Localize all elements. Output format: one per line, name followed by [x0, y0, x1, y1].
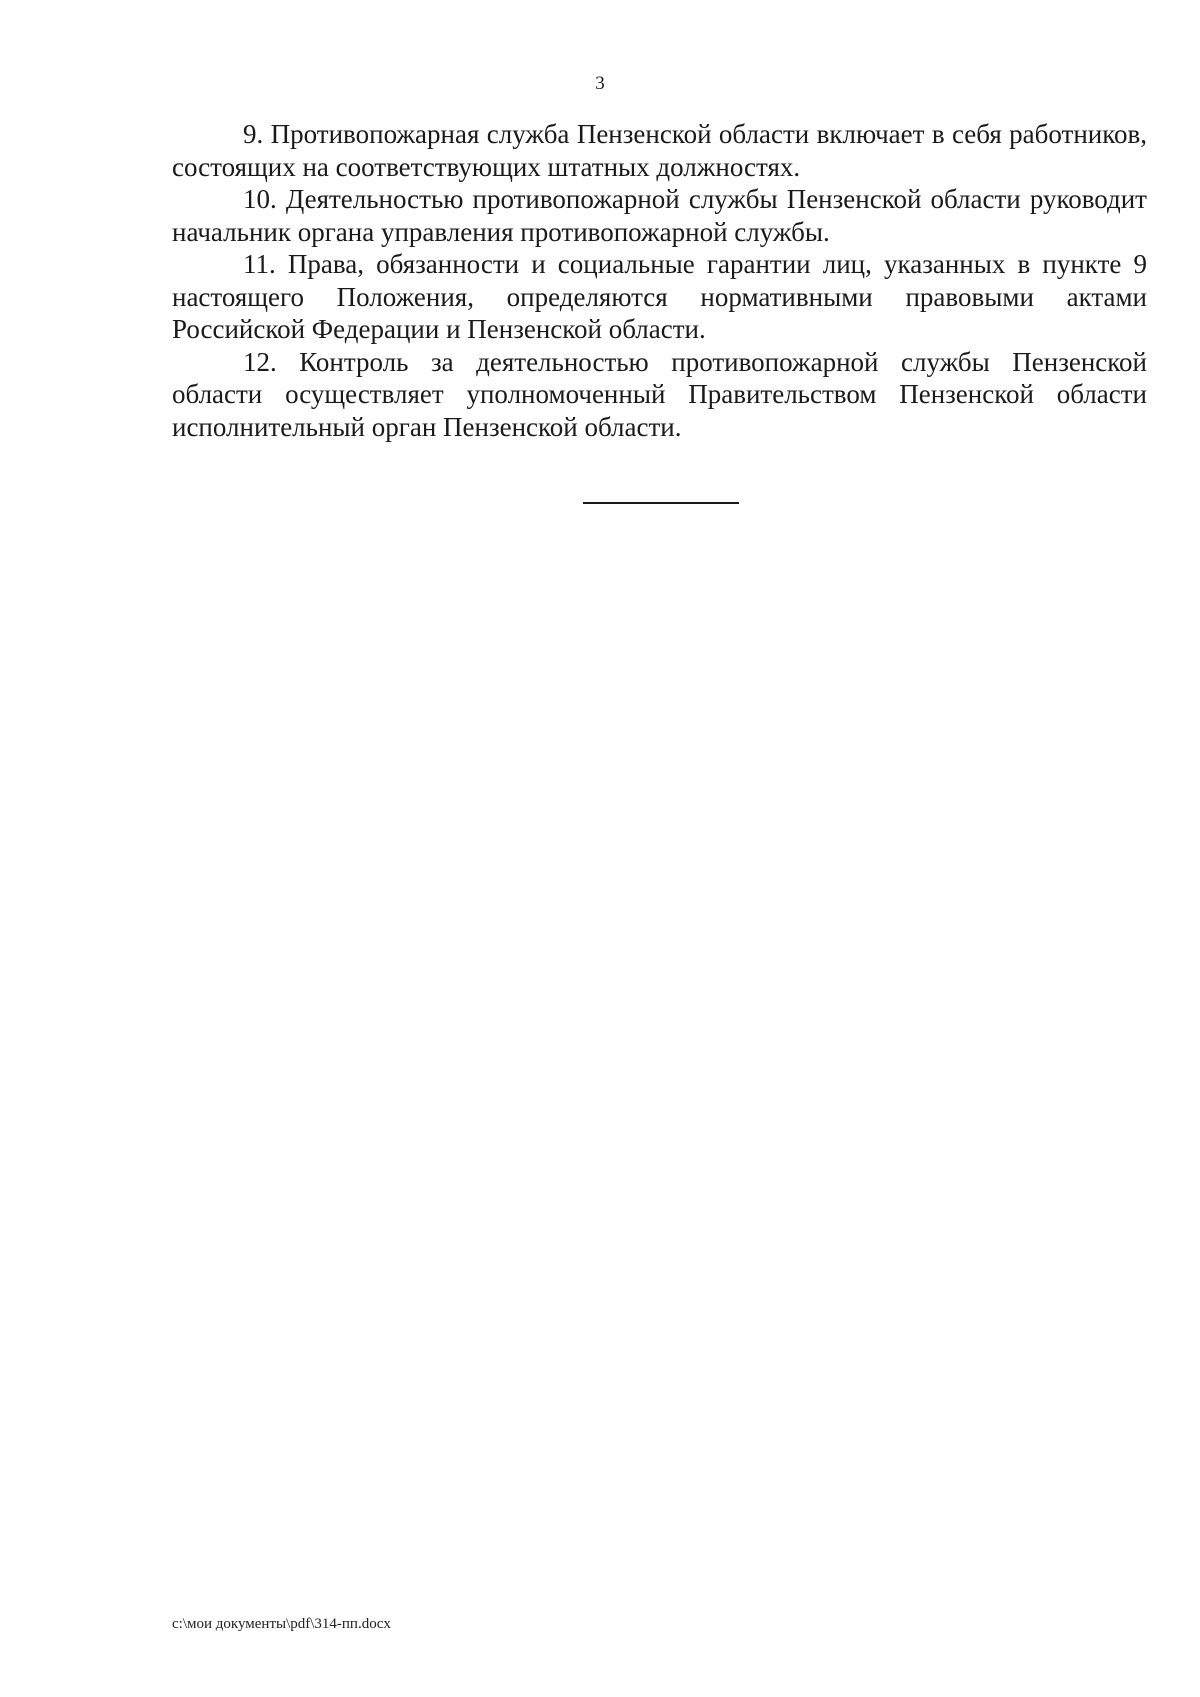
page-number: 3: [595, 73, 605, 94]
paragraph-11: 11. Права, обязанности и социальные гарантии лиц, указанных в пункте 9 настоящего Положения, определяются нормативными правовыми актами Российской Федерации и Пензенской области.: [172, 249, 1147, 344]
document-body: [172, 118, 1147, 443]
end-divider-line: [583, 502, 739, 504]
paragraph-12: 12. Контроль за деятельностью противопожарной службы Пензенской области осуществляет уполномоченный Правительством Пензенской области исполнительный орган Пензенской области.: [172, 346, 1147, 442]
paragraph-9: 9. Противопожарная служба Пензенской области включает в себя работников, состоящих на соответствующих штатных должностях.: [172, 119, 1147, 182]
paragraph-10: 10. Деятельностью противопожарной службы Пензенской области руководит начальник органа управления противопожарной службы.: [172, 184, 1147, 247]
footer-file-path: c:\мои документы\pdf\314-пп.docx: [172, 1616, 391, 1632]
